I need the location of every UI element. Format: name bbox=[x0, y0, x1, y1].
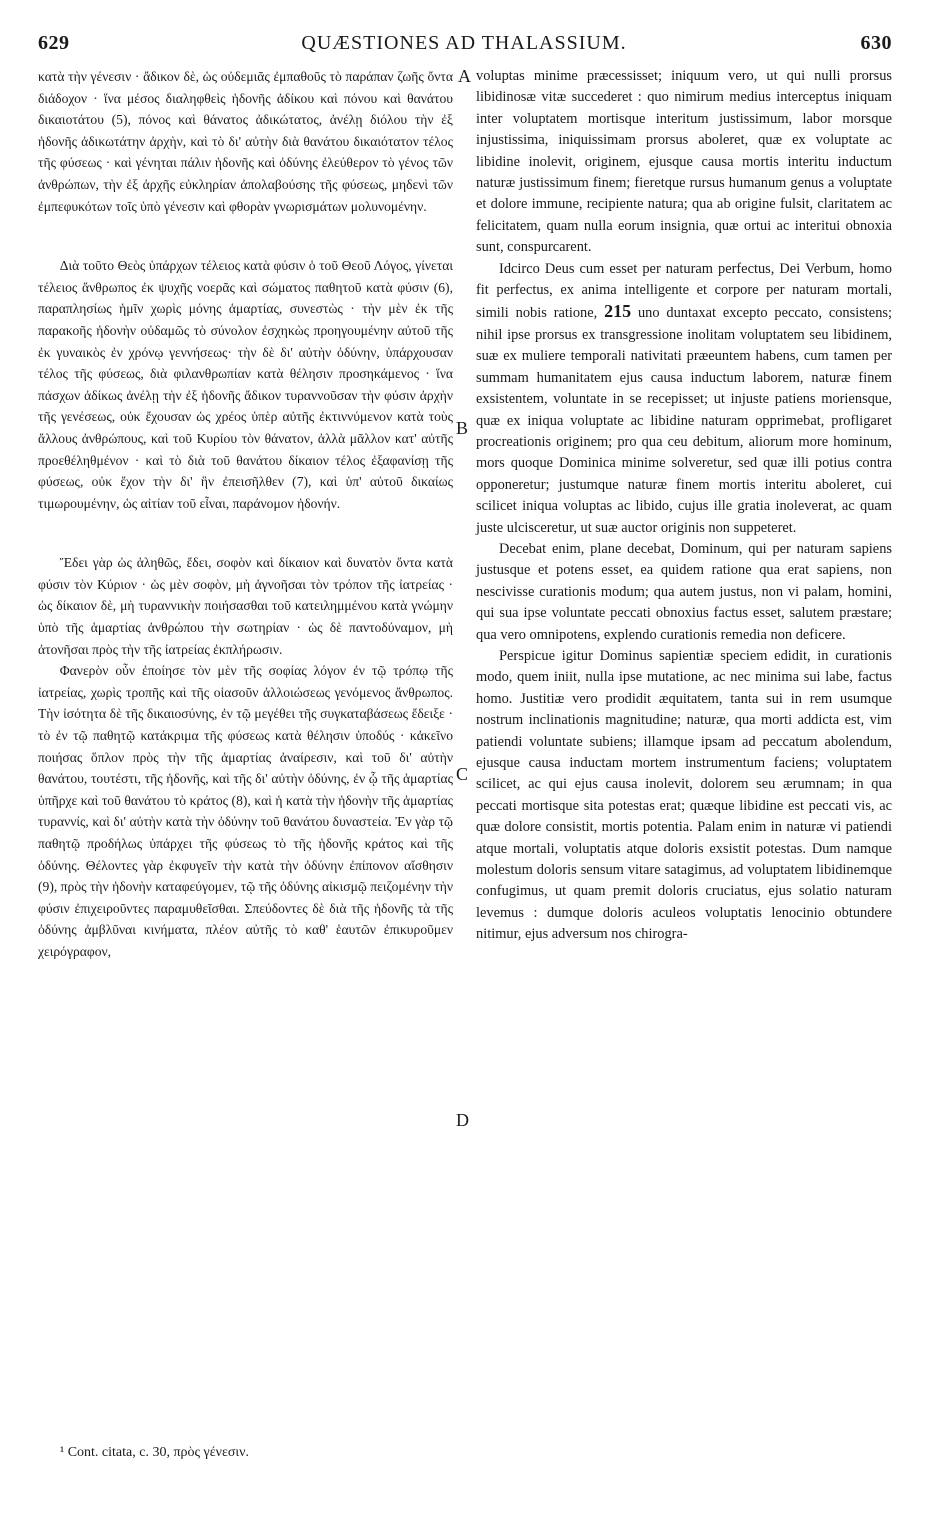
latin-paragraph-2 bbox=[476, 259, 892, 539]
latin-paragraph-1: voluptas minime præcessisset; iniquum vero, ut qui nulli prorsus libidinosæ vitæ succederet : quo nimirum medius interceptus iniquam inter voluptatem mortisque interitum justissimum, labor morsque injustissima, iniquissimam prorsus aboleret, quæ ex voluptate ac libidine inolevit, originem, ejusque causa mortis interitu inductum naturæ justissimum finem; fieretque rursus humanum genus a voluptate et dolore immune, recipiente natura; qua ab origine fulsit, claritatem ac felicitatem, quam nulla eorum insignia, quæ ortui ac interitui obnoxia sunt, conspurcarent. bbox=[476, 68, 892, 256]
section-marker-d: D bbox=[456, 1110, 469, 1130]
page-number-left: 629 bbox=[38, 32, 70, 54]
page-number-right: 630 bbox=[860, 32, 892, 54]
column-number: 215 bbox=[604, 301, 632, 322]
section-marker-b: B bbox=[456, 418, 469, 438]
latin-paragraph-2-rest: uno duntaxat excepto peccato, consistens; nihil ipse prorsus ex transgressione inolitam voluptatem seu libidinem, suæ ex muliere temporali nativitati præeuntem habens, cum tamen per summam humanitatem ejus causa inductum laborem, naturæ finem exsistentem, voluntate in se recepisset; ut injuste patiens moriensque, quæ ex iniqua voluptate ac libidine naturam opprimebat, profligaret procreationis originem; pro qua ceu debitum, aliorum more hominum, mors quoque Dominica minime solveretur, sed quæ illi potius contra opponeretur; justumque naturæ finem mortis interitu aboleret, cui scilicet iniqua voluptas ac libido, cujus ille gratia inoleverat, ac quam juste ulcisceretur, ut suæ auctor originis non suppeteret. bbox=[476, 305, 892, 536]
section-marker-a: A bbox=[458, 66, 471, 86]
latin-paragraph-2-start: Idcirco Deus cum esset per naturam perfectus, Dei Verbum, homo fit perfectus, ex anima intelligente et corpore per naturam mortali, simili nobis ratione, bbox=[476, 260, 892, 322]
running-title: QUÆSTIONES AD THALASSIUM. bbox=[301, 32, 627, 54]
latin-column bbox=[476, 66, 892, 946]
footnote: ¹ Cont. citata, c. 30, πρὸς γένεσιν. bbox=[60, 1445, 249, 1460]
latin-paragraph-4: Perspicue igitur Dominus sapientiæ speciem edidit, in curationis modo, quem iniit, nulla ipse mutatione, ac nec minima sui labe, factus homo. Justitiæ vero prodidit æquitatem, tanta sui in rem usumque nostrum inclinationis magnitudine; naturæ, qua morti addicta est, vim patiendi voluntate subiens; illamque ipsam ad peccatum abolendum, ejusque causa inductam mortem instrumentum faciens; voluptatem scilicet, ac qui ejus causa inolevit, dolorem seu ærumnam; in qua peccati mortisque sita potestas erat; quæque libidine est peccati vis, ac quæ dolore consistit, mortis potentia. Palam enim in naturæ vi patiendi atque mortali, voluptatis atque doloris exsistit potestas. Dum namque molestum doloris sensum vitare satagimus, ad voluptatem libidinemque confugimus, ut quam premit doloris cruciatus, ejus solatio naturam levemus : dumque doloris aculeos voluptatis lenocinio obtundere nitimur, ejus adversum nos chirogra- bbox=[476, 647, 892, 943]
page-header bbox=[0, 28, 928, 58]
greek-paragraph-3: Ἔδει γὰρ ὡς ἀληθῶς, ἔδει, σοφὸν καὶ δίκαιον καὶ δυνατὸν ὄντα κατὰ φύσιν τὸν Κύριον · ὡς μὲν σοφὸν, μὴ ἀγνοῆσαι τὸν τρόπον τῆς ἰατρείας · ὡς δίκαιον δὲ, μὴ τυραννικὴν ποιήσασθαι τοῦ κατειλημμένου κατὰ γνώμην ὑπὸ τῆς ἁμαρτίας ἀνθρώπου τὴν σωτηρίαν · ὡς δὲ παντοδύναμον, μὴ ἀτονῆσαι πρὸς τὴν τῆς ἰατρείας ἐκπλήρωσιν. bbox=[38, 555, 453, 657]
greek-paragraph-4: Φανερὸν οὖν ἐποίησε τὸν μὲν τῆς σοφίας λόγον ἐν τῷ τρόπῳ τῆς ἰατρείας, χωρὶς τροπῆς καὶ τῆς οἱασοῦν ἀλλοιώσεως γενόμενος ἄνθρωπος. Τὴν ἰσότητα δὲ τῆς δικαιοσύνης, ἐν τῷ μεγέθει τῆς συγκαταβάσεως ἔδειξε · τὸ ἐν τῷ παθητῷ κατάκριμα τῆς φύσεως κατὰ θέλησιν ὑποδύς · κἀκεῖνο ποιήσας ὅπλον πρὸς τὴν τῆς ἁμαρτίας ἀναίρεσιν, καὶ τοῦ δι' αὐτὴν θανάτου, τουτέστι, τῆς ἡδονῆς, καὶ τῆς δι' αὐτὴν ὀδύνης, ἐν ᾧ τῆς ἁμαρτίας ὑπῆρχε καὶ τοῦ θανάτου τὸ κράτος (8), καὶ ἡ κατὰ τὴν ἡδονὴν τῆς ἁμαρτίας τυραννίς, καὶ δι' αὐτὴν κατὰ τὴν ὀδύνην τοῦ θανάτου δυναστεία. Ἐν γὰρ τῷ παθητῷ προδήλως ὑπάρχει τῆς φύσεως τὸ τῆς ἡδονῆς κράτος καὶ τῆς ὀδύνης. Θέλοντες γὰρ ἐκφυγεῖν τὴν κατὰ τὴν ὀδύνην ἐπίπονον αἴσθησιν (9), πρὸς τὴν ἡδονὴν καταφεύγομεν, τῷ τῆς ὀδύνης αἰκισμῷ πειζομένην τὴν φύσιν ἐπιχειροῦντες παραμυθεῖσθαι. Σπεύδοντες δὲ διὰ τῆς ἡδονῆς τὰ τῆς ὀδύνης ἀμβλῦναι κινήματα, πλέον αὐτῆς τὸ καθ' ἑαυτῶν ἐπικυροῦμεν χειρόγραφον, bbox=[38, 663, 453, 959]
latin-paragraph-3: Decebat enim, plane decebat, Dominum, qui per naturam sapiens justusque et potens esset, ea quidem ratione qua erat sapiens, non nescivisse curationis modum; qua autem justus, non vi palam, homini, qui sua ipse voluntate peccati obnoxius factus esset, salutem præstare; qua vero omnipotens, explendo curationis remedia non deficere. bbox=[476, 540, 892, 643]
section-marker-c: C bbox=[456, 764, 469, 784]
greek-paragraph-2: Διὰ τοῦτο Θεὸς ὑπάρχων τέλειος κατὰ φύσιν ὁ τοῦ Θεοῦ Λόγος, γίνεται τέλειος ἄνθρωπος ἐκ ψυχῆς νοερᾶς καὶ σώματος παθητοῦ κατὰ φύσιν (6), παραπλησίως ἡμῖν χωρὶς μόνης ἁμαρτίας, συνεστὼς · τὴν μὲν ἐκ τῆς παρακοῆς ἡδονὴν οὐδαμῶς τὸ σύνολον ἐσχηκὼς προηγουμένην αὐτοῦ τῆς ἐκ γυναικὸς ἐν χρόνῳ γεννήσεως· τὴν δὲ δι' αὐτὴν ὀδύνην, ὑπάρχουσαν τέλος τῆς φύσεως, διὰ φιλανθρωπίαν κατὰ θέλησιν προσηκάμενος · ἵνα πάσχων ἀδίκως ἀνέλῃ τὴν ἐξ ἡδονῆς ἄδικον τυραννοῦσαν τὴν φύσιν ἀρχὴν τῆς γενέσεως, οὐκ ἔχουσαν ὡς χρέος ὑπὲρ αὐτῆς ἐκτιννύμενον κατὰ τοὺς ἄλλους ἀνθρώπους, καὶ τοῦ Κυρίου τὸν θάνατον, ἀλλὰ μᾶλλον κατ' αὐτῆς προεθέληθμένον · καὶ τὸ διὰ τοῦ θανάτου δίκαιον τέλος ἐξαφανίσῃ τῆς φύσεως, οὐκ ἔχον τὴν δι' ἣν ἐπεισῆλθεν (7), καὶ ὑπ' αὐτοῦ δικαίως τιμωρουμένην, ὡς αἰτίαν τοῦ εἶναι, παράνομον ἡδονήν. bbox=[38, 258, 453, 511]
greek-column bbox=[38, 66, 453, 963]
greek-paragraph-1: κατὰ τὴν γένεσιν · ἄδικον δὲ, ὡς οὐδεμιᾶς ἐμπαθοῦς τὸ παράπαν ζωῆς ὄντα διάδοχον · ἵνα μέσος διαληφθεὶς ἡδονῆς ἀδίκου καὶ πόνου καὶ θανάτου δικαιοτάτου (5), πόνος καὶ θάνατος ἀδικώτατος, ἀνέλῃ διόλου τὴν ἐξ ἡδονῆς ἀδικωτάτην ἀρχὴν, καὶ τὸ δι' αὐτὴν διὰ θανάτου δικαιότατον τέλος τῆς φύσεως · καὶ γένηται πάλιν ἡδονῆς καὶ ὀδύνης ἐλεύθερον τὸ γένος τῶν ἀνθρώπων, τὴν ἐξ ἀρχῆς εὐκληρίαν ἀπολαβούσης τῆς φύσεως, μηδενὶ τῶν ἐμπεφυκότων τοῖς ὑπὸ γένεσιν καὶ φθορὰν γνωρισμάτων μολυνομένην. bbox=[38, 69, 453, 214]
